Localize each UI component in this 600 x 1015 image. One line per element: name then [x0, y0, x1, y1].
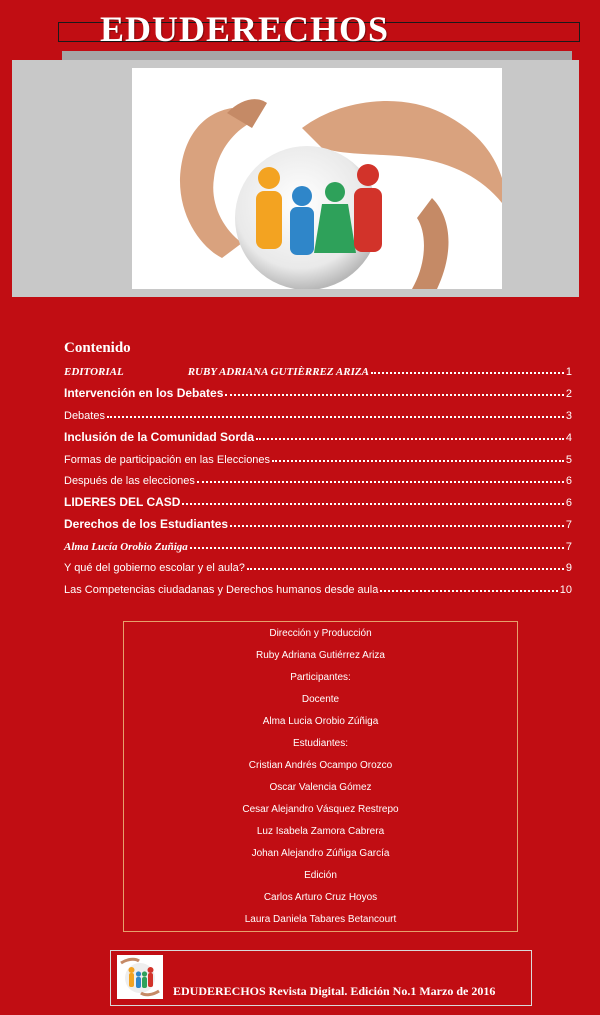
- credit-line: Estudiantes:: [292, 738, 349, 749]
- toc-entry-label: LIDERES DEL CASD: [64, 495, 181, 509]
- toc-entry[interactable]: [64, 424, 572, 444]
- toc-leader: [272, 459, 564, 462]
- credit-line: Ruby Adriana Gutiérrez Ariza: [256, 650, 385, 661]
- toc-entry-label: Derechos de los Estudiantes: [64, 517, 229, 531]
- toc-entry[interactable]: [64, 533, 572, 553]
- toc-leader: [247, 567, 564, 570]
- toc-entry-page: 1: [565, 366, 572, 378]
- toc-entry-page: 2: [565, 388, 572, 400]
- credit-line: Docente: [301, 694, 340, 705]
- toc-entry-page: 10: [559, 584, 572, 596]
- hero-illustration: [132, 68, 502, 289]
- toc-entry[interactable]: [64, 576, 572, 596]
- toc-entry[interactable]: [64, 554, 572, 574]
- toc-heading: Contenido: [64, 340, 131, 356]
- toc-leader: [230, 524, 564, 527]
- toc-entry[interactable]: [64, 489, 572, 509]
- masthead-title: EDUDERECHOS: [100, 9, 390, 49]
- toc-entry-label: Las Competencias ciudadanas y Derechos humanos desde aula: [64, 584, 379, 596]
- credit-line: Cristian Andrés Ocampo Orozco: [248, 760, 393, 771]
- credits-box: [123, 621, 518, 932]
- toc-entry[interactable]: [64, 446, 572, 466]
- toc-entry-page: 6: [565, 475, 572, 487]
- toc-entry-label: EDITORIAL: [64, 366, 124, 378]
- toc-entry-label: Debates: [64, 410, 105, 422]
- toc-entry-label: Intervención en los Debates: [64, 386, 224, 400]
- credit-line: Luz Isabela Zamora Cabrera: [256, 826, 385, 837]
- toc-entry[interactable]: [64, 380, 572, 400]
- toc-entry-page: 7: [565, 519, 572, 531]
- toc-entry-label: Alma Lucía Orobio Zuñiga: [64, 541, 188, 553]
- credit-line: Carlos Arturo Cruz Hoyos: [263, 892, 378, 903]
- toc-entry[interactable]: [64, 467, 572, 487]
- toc-entry-label: Después de las elecciones: [64, 475, 195, 487]
- credit-line: Cesar Alejandro Vásquez Restrepo: [242, 804, 399, 815]
- toc-entry-page: 5: [565, 454, 572, 466]
- credit-line: Johan Alejandro Zúñiga García: [251, 848, 390, 859]
- toc-leader: [371, 371, 564, 374]
- credit-line: Participantes:: [290, 672, 351, 683]
- toc-entry-page: 7: [565, 541, 572, 553]
- toc-entry-label: Inclusión de la Comunidad Sorda: [64, 430, 255, 444]
- family-logo-icon: [117, 955, 163, 999]
- toc-entry[interactable]: [64, 511, 572, 531]
- toc-leader: [225, 393, 563, 396]
- credit-line: Oscar Valencia Gómez: [269, 782, 372, 793]
- toc-leader: [380, 589, 557, 592]
- toc-entry[interactable]: [64, 402, 572, 422]
- toc-leader: [182, 502, 563, 505]
- toc-entry-label: Y qué del gobierno escolar y el aula?: [64, 562, 245, 574]
- toc-entry-editorial[interactable]: [64, 358, 572, 378]
- toc-entry-author: RUBY ADRIANA GUTIÈRREZ ARIZA: [187, 366, 369, 378]
- toc-leader: [197, 480, 564, 483]
- footer-banner: [110, 950, 532, 1006]
- toc-entry-label: Formas de participación en las Elecciones: [64, 454, 271, 466]
- toc-leader: [256, 437, 564, 440]
- credit-line: Dirección y Producción: [269, 628, 372, 639]
- footer-text: EDUDERECHOS Revista Digital. Edición No.1 Marzo de 2016: [173, 984, 496, 998]
- toc-entry-page: 3: [565, 410, 572, 422]
- toc-entry-page: 4: [565, 432, 572, 444]
- toc-entry-page: 6: [565, 497, 572, 509]
- credit-line: Alma Lucia Orobio Zúñiga: [262, 716, 379, 727]
- credit-line: Laura Daniela Tabares Betancourt: [244, 914, 397, 925]
- toc-leader: [190, 546, 564, 549]
- credit-line: Edición: [304, 870, 337, 881]
- toc-entry-page: 9: [565, 562, 572, 574]
- toc-leader: [107, 415, 564, 418]
